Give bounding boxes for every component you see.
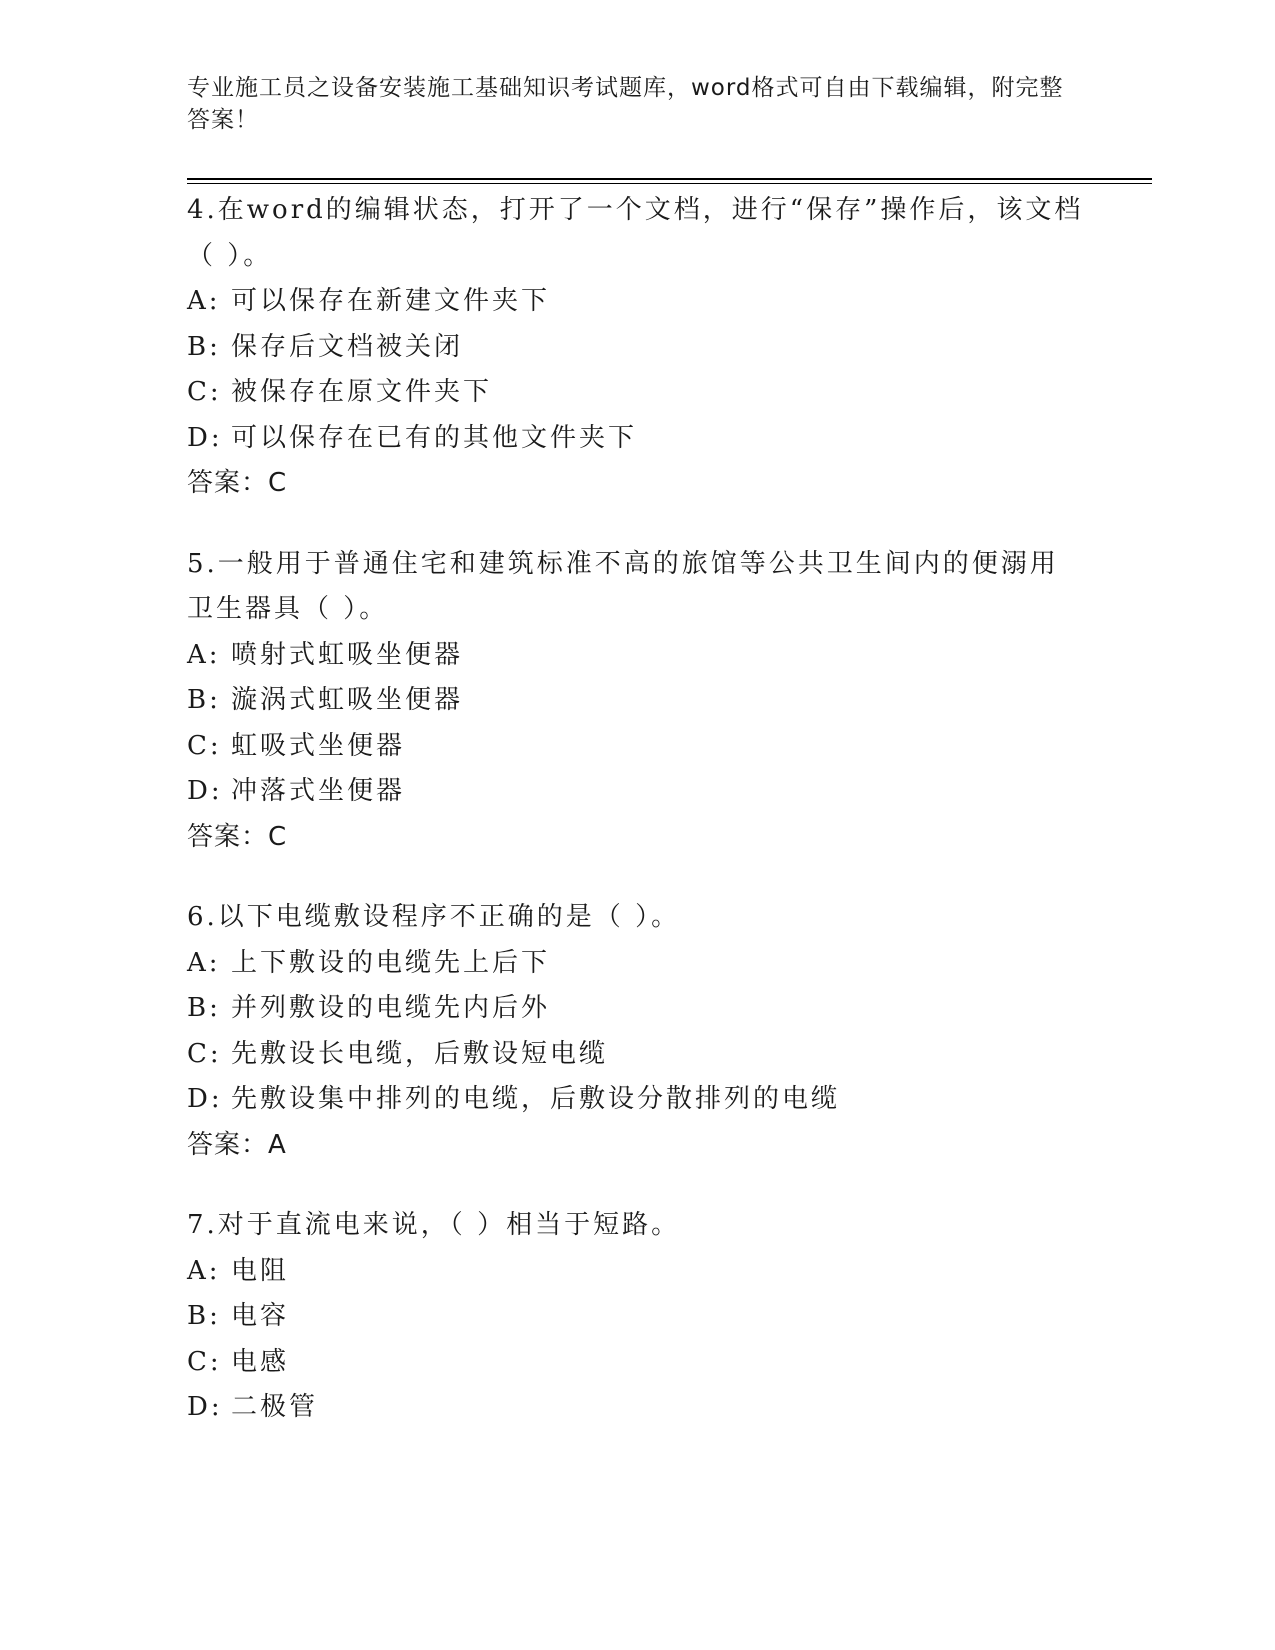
question-stem: 6.以下电缆敷设程序不正确的是（ ）。 [187, 902, 681, 932]
answer-line: 答案：C [187, 468, 288, 498]
option-key: B: [187, 993, 221, 1023]
option-key: C: [187, 377, 222, 407]
option-text: 喷射式虹吸坐便器 [231, 639, 464, 670]
option-text: 先敷设集中排列的电缆，后敷设分散排列的电缆 [231, 1084, 841, 1114]
option-b [187, 986, 1087, 1032]
option-text: 冲落式坐便器 [231, 776, 406, 806]
question-stem: 5.一般用于普通住宅和建筑标准不高的旅馆等公共卫生间内的便溺用卫生器具（ ）。 [187, 548, 1059, 624]
option-key: A: [187, 1255, 221, 1286]
question-6 [187, 895, 1087, 1168]
option-a [187, 633, 1087, 679]
option-key: D: [187, 776, 223, 806]
option-text: 保存后文档被关闭 [231, 331, 464, 362]
option-key: D: [187, 1084, 223, 1114]
option-d [187, 1077, 1087, 1123]
answer-line: 答案：C [187, 821, 288, 852]
option-b [187, 678, 1087, 724]
option-key: A: [187, 639, 221, 670]
option-c [187, 1032, 1087, 1078]
option-text: 电容 [231, 1301, 290, 1331]
option-text: 并列敷设的电缆先内后外 [231, 993, 551, 1023]
option-b [187, 1294, 1087, 1340]
option-a [187, 279, 1087, 325]
option-key: D: [187, 1392, 223, 1422]
option-text: 被保存在原文件夹下 [231, 377, 493, 407]
document-header: 专业施工员之设备安装施工基础知识考试题库，word格式可自由下载编辑，附完整答案！ [187, 75, 1064, 133]
option-d [187, 1385, 1087, 1431]
option-text: 电阻 [231, 1255, 290, 1286]
option-d [187, 769, 1087, 815]
option-key: B: [187, 685, 221, 715]
option-key: D: [187, 422, 223, 453]
option-text: 二极管 [231, 1392, 319, 1422]
option-a [187, 1249, 1087, 1295]
option-text: 可以保存在已有的其他文件夹下 [231, 422, 638, 453]
option-a [187, 941, 1087, 987]
option-key: C: [187, 1346, 222, 1377]
option-key: B: [187, 331, 221, 362]
question-4 [187, 188, 1087, 507]
option-c [187, 1340, 1087, 1386]
question-7 [187, 1203, 1087, 1431]
option-text: 先敷设长电缆，后敷设短电缆 [231, 1038, 609, 1069]
option-c [187, 724, 1087, 770]
option-key: A: [187, 947, 221, 978]
option-d [187, 416, 1087, 462]
option-b [187, 325, 1087, 371]
option-c [187, 370, 1087, 416]
option-key: C: [187, 730, 222, 761]
option-key: B: [187, 1301, 221, 1331]
option-text: 上下敷设的电缆先上后下 [231, 947, 551, 978]
option-text: 电感 [231, 1346, 290, 1377]
question-stem: 4.在word的编辑状态，打开了一个文档，进行“保存”操作后，该文档（ ）。 [187, 195, 1084, 271]
option-text: 虹吸式坐便器 [231, 730, 406, 761]
header-rule-thick [187, 178, 1152, 180]
option-text: 可以保存在新建文件夹下 [231, 286, 551, 316]
question-stem: 7.对于直流电来说，（ ）相当于短路。 [187, 1210, 681, 1240]
option-text: 漩涡式虹吸坐便器 [231, 685, 464, 715]
question-5 [187, 542, 1087, 861]
option-key: C: [187, 1038, 222, 1069]
answer-line: 答案：A [187, 1129, 287, 1160]
option-key: A: [187, 286, 221, 316]
header-rule-thin [187, 183, 1152, 184]
question-list [187, 188, 1087, 1466]
